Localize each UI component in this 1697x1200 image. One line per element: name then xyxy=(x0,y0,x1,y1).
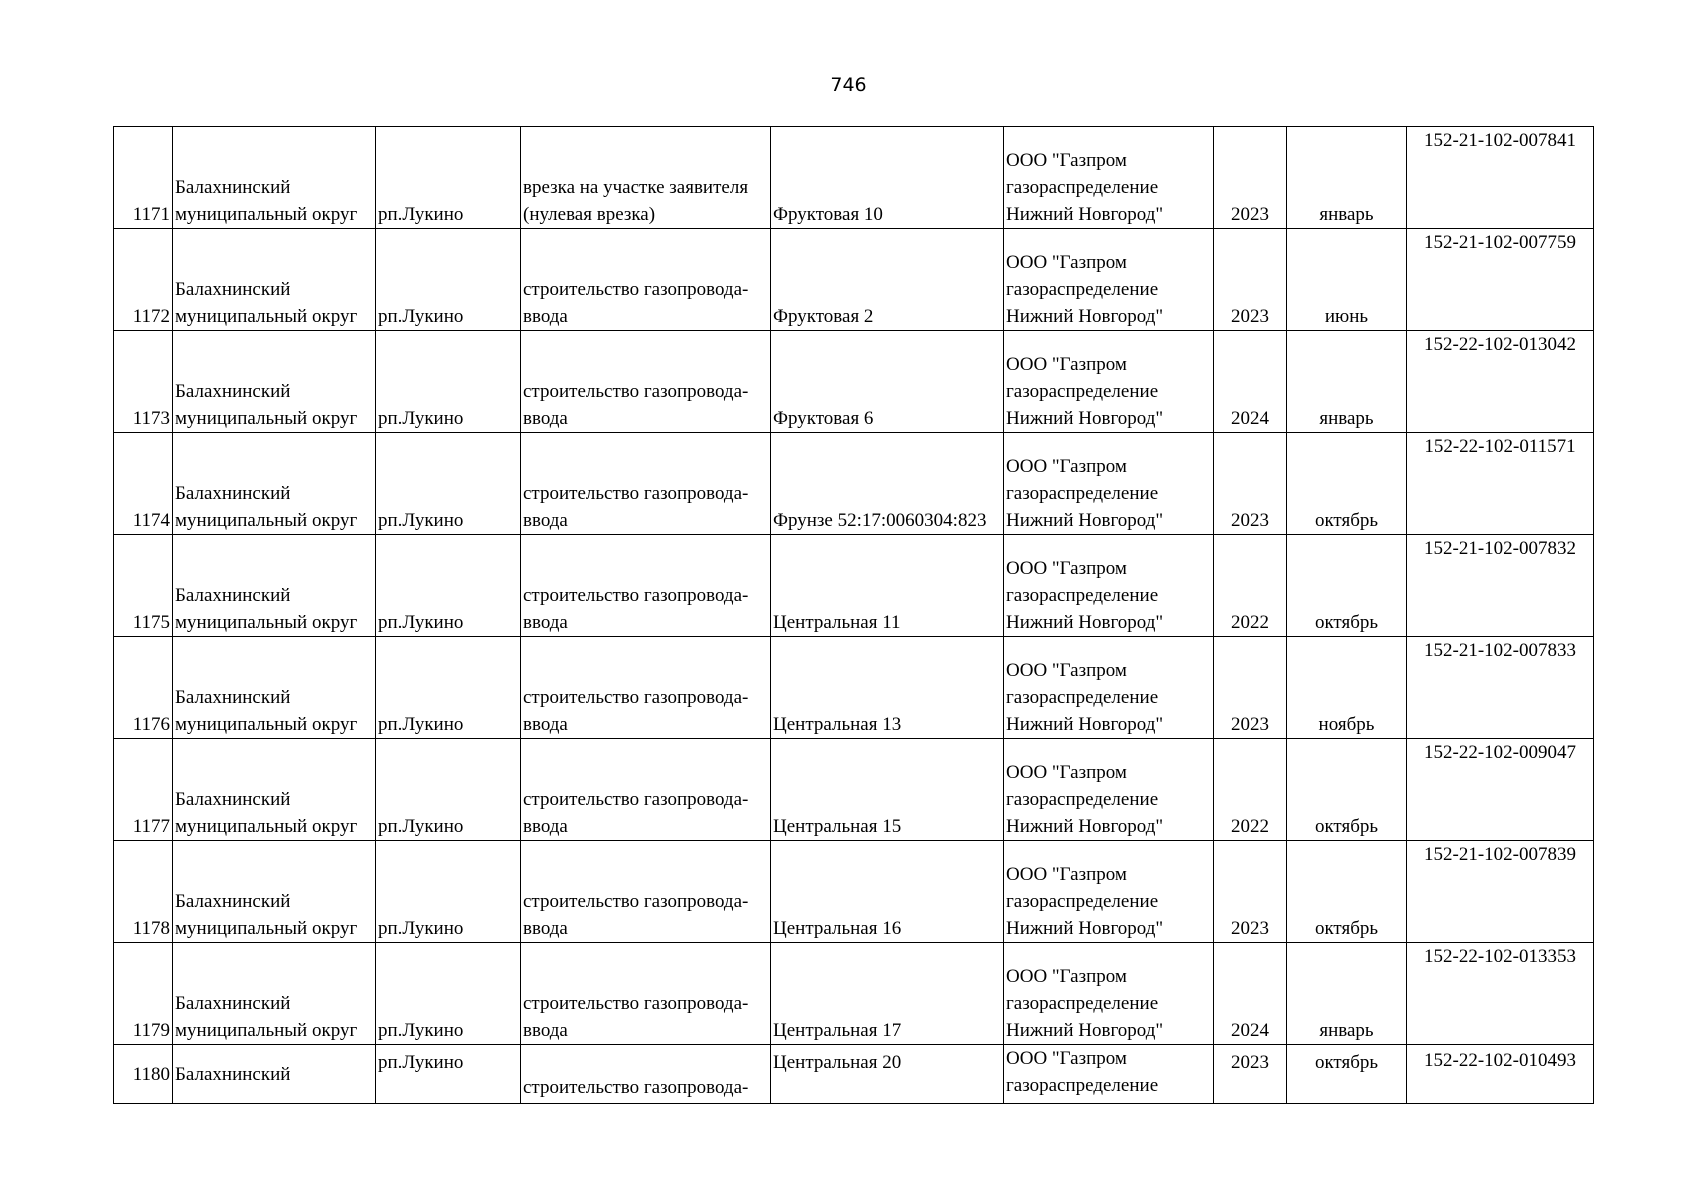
work-type-text: (нулевая врезка) xyxy=(523,204,656,225)
organization-text: ООО "Газпром xyxy=(1006,354,1127,375)
settlement-cell xyxy=(376,535,521,637)
application-code: 152-22-102-010493 xyxy=(1424,1050,1576,1071)
address-text: Фруктовая 6 xyxy=(773,408,874,429)
application-code: 152-22-102-013353 xyxy=(1424,946,1576,967)
district-text: муниципальный округ xyxy=(175,714,358,735)
organization-text: газораспределение xyxy=(1006,279,1159,300)
year-text: 2023 xyxy=(1231,918,1269,939)
district-cell xyxy=(173,841,376,943)
row-number: 1174 xyxy=(132,510,170,531)
month-text: январь xyxy=(1319,408,1374,429)
table-row xyxy=(114,229,1594,331)
settlement-text: рп.Лукино xyxy=(378,408,464,429)
month-cell xyxy=(1287,127,1407,229)
application-code-cell xyxy=(1407,229,1594,331)
table-row xyxy=(114,331,1594,433)
registry-table xyxy=(113,126,1594,1104)
district-text: Балахнинский xyxy=(175,993,291,1014)
year-cell xyxy=(1214,229,1287,331)
organization-text: газораспределение xyxy=(1006,381,1159,402)
organization-cell xyxy=(1004,637,1214,739)
month-cell xyxy=(1287,331,1407,433)
address-text: Центральная 16 xyxy=(773,918,902,939)
month-cell xyxy=(1287,229,1407,331)
district-text: Балахнинский xyxy=(175,789,291,810)
settlement-text: рп.Лукино xyxy=(378,918,464,939)
district-text: Балахнинский xyxy=(175,1063,291,1085)
year-cell xyxy=(1214,331,1287,433)
organization-text: газораспределение xyxy=(1006,993,1159,1014)
year-text: 2023 xyxy=(1231,204,1269,225)
organization-text: Нижний Новгород" xyxy=(1006,306,1164,327)
application-code: 152-21-102-007832 xyxy=(1424,538,1576,559)
row-number-cell xyxy=(114,637,173,739)
month-text: июнь xyxy=(1324,306,1369,327)
district-text: муниципальный округ xyxy=(175,918,358,939)
organization-text: газораспределение xyxy=(1006,891,1159,912)
year-text: 2023 xyxy=(1231,1052,1269,1073)
organization-cell xyxy=(1004,841,1214,943)
district-cell xyxy=(173,1045,376,1104)
month-text: октябрь xyxy=(1314,1052,1379,1073)
month-cell xyxy=(1287,841,1407,943)
organization-cell xyxy=(1004,739,1214,841)
work-type-cell xyxy=(521,331,771,433)
year-text: 2024 xyxy=(1231,408,1269,429)
application-code: 152-21-102-007833 xyxy=(1424,640,1576,661)
organization-cell xyxy=(1004,433,1214,535)
district-cell xyxy=(173,433,376,535)
work-type-text: строительство газопровода- xyxy=(523,687,749,708)
year-cell xyxy=(1214,433,1287,535)
address-cell xyxy=(771,535,1004,637)
district-text: Балахнинский xyxy=(175,687,291,708)
row-number: 1175 xyxy=(132,612,170,633)
work-type-cell xyxy=(521,637,771,739)
application-code-cell xyxy=(1407,433,1594,535)
application-code: 152-22-102-009047 xyxy=(1424,742,1576,763)
row-number: 1178 xyxy=(132,918,170,939)
table-row xyxy=(114,841,1594,943)
work-type-text: строительство газопровода- xyxy=(523,279,749,300)
work-type-cell xyxy=(521,1045,771,1104)
work-type-text: ввода xyxy=(523,306,568,327)
table-row xyxy=(114,433,1594,535)
settlement-text: рп.Лукино xyxy=(378,612,464,633)
row-number-cell xyxy=(114,433,173,535)
year-cell xyxy=(1214,943,1287,1045)
month-text: октябрь xyxy=(1314,510,1379,531)
district-cell xyxy=(173,331,376,433)
organization-text: ООО "Газпром xyxy=(1006,558,1127,579)
settlement-cell xyxy=(376,331,521,433)
row-number-cell xyxy=(114,535,173,637)
work-type-text: строительство газопровода- xyxy=(523,381,749,402)
district-text: Балахнинский xyxy=(175,279,291,300)
row-number-cell xyxy=(114,841,173,943)
district-text: Балахнинский xyxy=(175,177,291,198)
row-number: 1176 xyxy=(132,714,170,735)
work-type-text: строительство газопровода- xyxy=(523,483,749,504)
table-row xyxy=(114,127,1594,229)
district-text: муниципальный округ xyxy=(175,510,358,531)
address-text: Центральная 15 xyxy=(773,816,902,837)
work-type-cell xyxy=(521,229,771,331)
work-type-text: строительство газопровода- xyxy=(523,1077,749,1098)
settlement-text: рп.Лукино xyxy=(378,816,464,837)
organization-text: газораспределение xyxy=(1006,483,1159,504)
table-row xyxy=(114,637,1594,739)
work-type-text: строительство газопровода- xyxy=(523,789,749,810)
organization-cell xyxy=(1004,1045,1214,1104)
settlement-cell xyxy=(376,739,521,841)
address-text: Фруктовая 2 xyxy=(773,306,874,327)
organization-text: газораспределение xyxy=(1006,585,1159,606)
year-text: 2023 xyxy=(1231,714,1269,735)
year-text: 2023 xyxy=(1231,306,1269,327)
address-cell xyxy=(771,739,1004,841)
month-cell xyxy=(1287,739,1407,841)
work-type-text: ввода xyxy=(523,510,568,531)
organization-text: ООО "Газпром xyxy=(1006,660,1127,681)
organization-text: ООО "Газпром xyxy=(1006,150,1127,171)
work-type-text: ввода xyxy=(523,816,568,837)
district-text: муниципальный округ xyxy=(175,306,358,327)
application-code-cell xyxy=(1407,127,1594,229)
settlement-cell xyxy=(376,841,521,943)
address-cell xyxy=(771,943,1004,1045)
organization-text: газораспределение xyxy=(1006,177,1159,198)
month-cell xyxy=(1287,535,1407,637)
organization-text: Нижний Новгород" xyxy=(1006,204,1164,225)
work-type-text: строительство газопровода- xyxy=(523,993,749,1014)
district-cell xyxy=(173,943,376,1045)
month-text: январь xyxy=(1319,1020,1374,1041)
address-text: Фруктовая 10 xyxy=(773,204,883,225)
row-number: 1177 xyxy=(132,816,170,837)
organization-cell xyxy=(1004,535,1214,637)
address-text: Центральная 17 xyxy=(773,1020,902,1041)
organization-text: ООО "Газпром xyxy=(1006,456,1127,477)
row-number: 1172 xyxy=(132,306,170,327)
settlement-cell xyxy=(376,229,521,331)
work-type-text: ввода xyxy=(523,612,568,633)
address-cell xyxy=(771,841,1004,943)
district-text: муниципальный округ xyxy=(175,612,358,633)
organization-text: ООО "Газпром xyxy=(1006,252,1127,273)
row-number-cell xyxy=(114,331,173,433)
row-number: 1171 xyxy=(132,204,170,225)
address-cell xyxy=(771,229,1004,331)
application-code-cell xyxy=(1407,943,1594,1045)
row-number: 1173 xyxy=(132,408,170,429)
work-type-cell xyxy=(521,943,771,1045)
organization-cell xyxy=(1004,331,1214,433)
organization-cell xyxy=(1004,943,1214,1045)
application-code: 152-21-102-007839 xyxy=(1424,844,1576,865)
month-text: ноябрь xyxy=(1318,714,1375,735)
address-text: Центральная 13 xyxy=(773,714,902,735)
month-cell xyxy=(1287,433,1407,535)
month-text: октябрь xyxy=(1314,918,1379,939)
settlement-cell xyxy=(376,127,521,229)
row-number-cell xyxy=(114,229,173,331)
settlement-cell xyxy=(376,433,521,535)
district-cell xyxy=(173,229,376,331)
district-text: Балахнинский xyxy=(175,891,291,912)
settlement-text: рп.Лукино xyxy=(378,510,464,531)
application-code-cell xyxy=(1407,739,1594,841)
work-type-cell xyxy=(521,739,771,841)
organization-text: ООО "Газпром xyxy=(1006,966,1127,987)
settlement-cell xyxy=(376,637,521,739)
month-cell xyxy=(1287,943,1407,1045)
organization-cell xyxy=(1004,127,1214,229)
page-number: 746 xyxy=(830,74,867,96)
organization-text: Нижний Новгород" xyxy=(1006,816,1164,837)
table-row xyxy=(114,943,1594,1045)
district-text: Балахнинский xyxy=(175,483,291,504)
organization-cell xyxy=(1004,229,1214,331)
district-text: Балахнинский xyxy=(175,381,291,402)
application-code: 152-22-102-011571 xyxy=(1424,436,1576,457)
district-text: Балахнинский xyxy=(175,585,291,606)
application-code-cell xyxy=(1407,535,1594,637)
month-cell xyxy=(1287,1045,1407,1104)
work-type-text: врезка на участке заявителя xyxy=(523,177,749,198)
month-text: октябрь xyxy=(1314,816,1379,837)
month-text: октябрь xyxy=(1314,612,1379,633)
settlement-text: рп.Лукино xyxy=(378,1020,464,1041)
organization-text: ООО "Газпром xyxy=(1006,1048,1127,1069)
organization-text: газораспределение xyxy=(1006,789,1159,810)
settlement-text: рп.Лукино xyxy=(378,306,464,327)
work-type-text: ввода xyxy=(523,918,568,939)
month-cell xyxy=(1287,637,1407,739)
work-type-text: строительство газопровода- xyxy=(523,585,749,606)
application-code: 152-21-102-007759 xyxy=(1424,232,1576,253)
work-type-text: строительство газопровода- xyxy=(523,891,749,912)
application-code-cell xyxy=(1407,841,1594,943)
year-cell xyxy=(1214,1045,1287,1104)
application-code-cell xyxy=(1407,1045,1594,1104)
year-text: 2022 xyxy=(1231,612,1269,633)
organization-text: газораспределение xyxy=(1006,687,1159,708)
application-code-cell xyxy=(1407,331,1594,433)
address-text: Фрунзе 52:17:0060304:823 xyxy=(773,510,987,531)
address-cell xyxy=(771,1045,1004,1104)
district-cell xyxy=(173,739,376,841)
row-number-cell xyxy=(114,943,173,1045)
organization-text: Нижний Новгород" xyxy=(1006,510,1164,531)
month-text: январь xyxy=(1319,204,1374,225)
district-text: муниципальный округ xyxy=(175,408,358,429)
district-text: муниципальный округ xyxy=(175,204,358,225)
year-cell xyxy=(1214,127,1287,229)
organization-text: Нижний Новгород" xyxy=(1006,612,1164,633)
row-number: 1180 xyxy=(132,1063,170,1085)
year-text: 2024 xyxy=(1231,1020,1269,1041)
district-text: муниципальный округ xyxy=(175,816,358,837)
organization-text: ООО "Газпром xyxy=(1006,762,1127,783)
row-number-cell xyxy=(114,739,173,841)
table-body xyxy=(114,127,1594,1104)
year-cell xyxy=(1214,637,1287,739)
settlement-text: рп.Лукино xyxy=(378,1052,464,1073)
settlement-cell xyxy=(376,1045,521,1104)
work-type-text: ввода xyxy=(523,1020,568,1041)
work-type-text: ввода xyxy=(523,714,568,735)
application-code-cell xyxy=(1407,637,1594,739)
district-text: муниципальный округ xyxy=(175,1020,358,1041)
work-type-cell xyxy=(521,433,771,535)
year-text: 2023 xyxy=(1231,510,1269,531)
organization-text: Нижний Новгород" xyxy=(1006,714,1164,735)
application-code: 152-21-102-007841 xyxy=(1424,130,1576,151)
application-code: 152-22-102-013042 xyxy=(1424,334,1576,355)
organization-text: Нижний Новгород" xyxy=(1006,918,1164,939)
address-text: Центральная 11 xyxy=(773,612,901,633)
year-cell xyxy=(1214,841,1287,943)
work-type-cell xyxy=(521,841,771,943)
row-number-cell xyxy=(114,127,173,229)
address-text: Центральная 20 xyxy=(773,1052,902,1073)
address-cell xyxy=(771,637,1004,739)
district-cell xyxy=(173,637,376,739)
settlement-text: рп.Лукино xyxy=(378,204,464,225)
district-cell xyxy=(173,535,376,637)
organization-text: Нижний Новгород" xyxy=(1006,1020,1164,1041)
year-cell xyxy=(1214,739,1287,841)
organization-text: ООО "Газпром xyxy=(1006,864,1127,885)
row-number: 1179 xyxy=(132,1020,170,1041)
organization-text: Нижний Новгород" xyxy=(1006,408,1164,429)
work-type-cell xyxy=(521,127,771,229)
district-cell xyxy=(173,127,376,229)
organization-text: газораспределение xyxy=(1006,1075,1159,1096)
address-cell xyxy=(771,331,1004,433)
row-number-cell xyxy=(114,1045,173,1104)
settlement-cell xyxy=(376,943,521,1045)
work-type-cell xyxy=(521,535,771,637)
address-cell xyxy=(771,127,1004,229)
settlement-text: рп.Лукино xyxy=(378,714,464,735)
table-row xyxy=(114,535,1594,637)
table-row xyxy=(114,739,1594,841)
address-cell xyxy=(771,433,1004,535)
year-cell xyxy=(1214,535,1287,637)
work-type-text: ввода xyxy=(523,408,568,429)
year-text: 2022 xyxy=(1231,816,1269,837)
table-row xyxy=(114,1045,1594,1104)
